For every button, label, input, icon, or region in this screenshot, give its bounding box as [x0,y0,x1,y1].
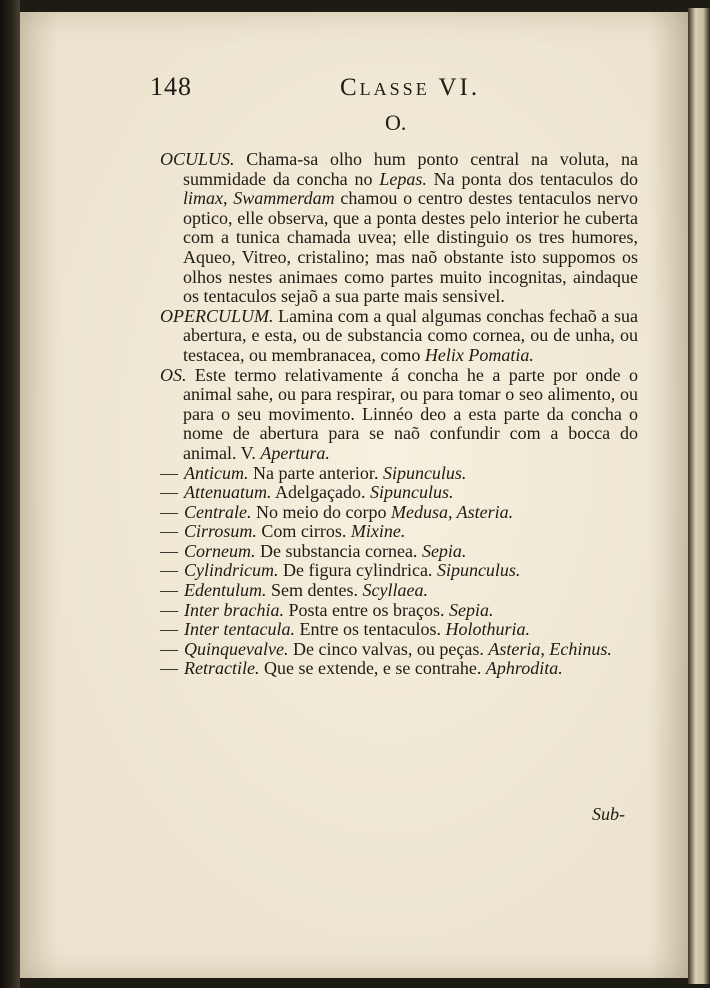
sub-entry-example: Holothuria. [445,619,530,640]
sub-entry-dash: — [160,638,178,659]
page-header [150,72,510,106]
sub-entry [160,542,638,562]
sub-entry [160,483,638,503]
sub-entry-definition: Posta entre os braços. [288,599,445,620]
sub-entry-dash: — [160,619,178,640]
entry-text: limax [183,188,223,209]
sub-entry-definition: Que se extende, e se contrahe. [263,658,482,679]
sub-entry-example: Sipunculus. [382,462,467,483]
sub-entry-dash: — [160,521,178,542]
sub-entry-term: Cylindricum. [184,560,279,581]
sub-entry-dash: — [160,560,178,581]
sub-entry [160,522,638,542]
sub-entry-dash: — [160,599,178,620]
sub-entry-definition: Na parte anterior. [253,462,379,483]
running-title: Classe VI. [340,74,481,101]
entry-text: Helix Pomatia. [424,344,534,365]
sub-entry-dash: — [160,501,178,522]
entry-text: , [223,188,234,209]
entry-text: Swammerdam [233,188,335,209]
sub-entry-example: Scyllaea. [362,580,428,601]
section-letter: O. [385,110,407,135]
sub-entry [160,503,638,523]
catchword: Sub- [592,804,625,824]
sub-entry [160,601,638,621]
sub-entry-term: Inter brachia. [184,599,284,620]
sub-entry-definition: De cinco valvas, ou peças. [292,638,484,659]
sub-entry-definition: Adelgaçado. [275,482,366,503]
sub-entry [160,659,638,679]
entry-text: chamou o centro destes tentaculos nervo optico, elle observa, que a ponta destes pelo interior he cuberta com a tunica chamada uvea; elle distinguio os tres humores, Aqueo, Vitreo, cristalino; mas naõ obstante isto suppomos os olhos nestes animaes como partes muito incognitas, aindaque os tentaculos sejaõ a sua parte mais sensivel. [183,188,638,307]
entry-term: OPERCULUM. [160,305,274,326]
sub-entry-example: Medusa, Asteria. [390,501,514,522]
sub-entry-dash: — [160,658,178,679]
sub-entry [160,581,638,601]
glossary-entry [160,150,638,307]
sub-entry-example: Mixine. [350,521,406,542]
sub-entry [160,640,638,660]
entry-term: OS. [160,364,187,385]
entry-term: OCULUS. [160,149,235,169]
sub-entry-example: Asteria, Echinus. [488,638,612,659]
sub-entry-dash: — [160,580,178,601]
sub-entry-definition: Entre os tentaculos. [299,619,441,640]
sub-entry-dash: — [160,482,178,503]
sub-entry-term: Quinquevalve. [184,638,289,659]
sub-entry [160,561,638,581]
sub-entry-example: Sipunculus. [369,482,454,503]
sub-entry [160,464,638,484]
sub-entry-term: Inter tentacula. [184,619,295,640]
entry-text: Este termo relativamente á concha he a parte por onde o animal sahe, ou para respirar, ou para tomar o seo alimento, ou para o seu movimento. Linnéo deo a esta parte da concha o nome de abertura para se naõ confundir com a bocca do animal. V. [183,364,638,463]
entry-text: Lamina com a qual algumas conchas fechaõ a sua abertura, e esta, ou de substancia como cornea, ou de unha, ou testacea, ou membranacea, como [183,305,638,365]
sub-entry-definition: De figura cylindrica. [283,560,433,581]
sub-entry-example: Sepia. [448,599,494,620]
sub-entry-term: Anticum. [184,462,249,483]
entry-text: Apertura. [260,442,330,463]
book-spine [0,0,20,988]
page-number: 148 [150,72,192,101]
sub-entry-term: Corneum. [184,540,256,561]
glossary-entry [160,307,638,366]
sub-entry-definition: Sem dentes. [271,580,358,601]
sub-entry-example: Sepia. [421,540,467,561]
sub-entry-definition: De substancia cornea. [260,540,418,561]
entry-text: Na ponta dos tentaculos do [426,168,638,189]
entry-text: Chama-sa olho hum ponto central na voluta, na summidade da concha no [183,149,638,189]
sub-entry-dash: — [160,540,178,561]
sub-entry-term: Centrale. [184,501,252,522]
sub-entry-term: Attenuatum. [184,482,272,503]
sub-entry-definition: Com cirros. [261,521,347,542]
sub-entry-example: Sipunculus. [436,560,521,581]
glossary-entry [160,366,638,464]
entry-text: Lepas. [379,168,427,189]
sub-entry-dash: — [160,462,178,483]
glossary-body [160,150,638,679]
sub-entry-term: Retractile. [184,658,260,679]
page-edge [688,8,710,984]
sub-entry [160,620,638,640]
sub-entry-example: Aphrodita. [485,658,563,679]
sub-entry-term: Edentulum. [184,580,267,601]
sub-entry-definition: No meio do corpo [256,501,387,522]
sub-entry-term: Cirrosum. [184,521,257,542]
